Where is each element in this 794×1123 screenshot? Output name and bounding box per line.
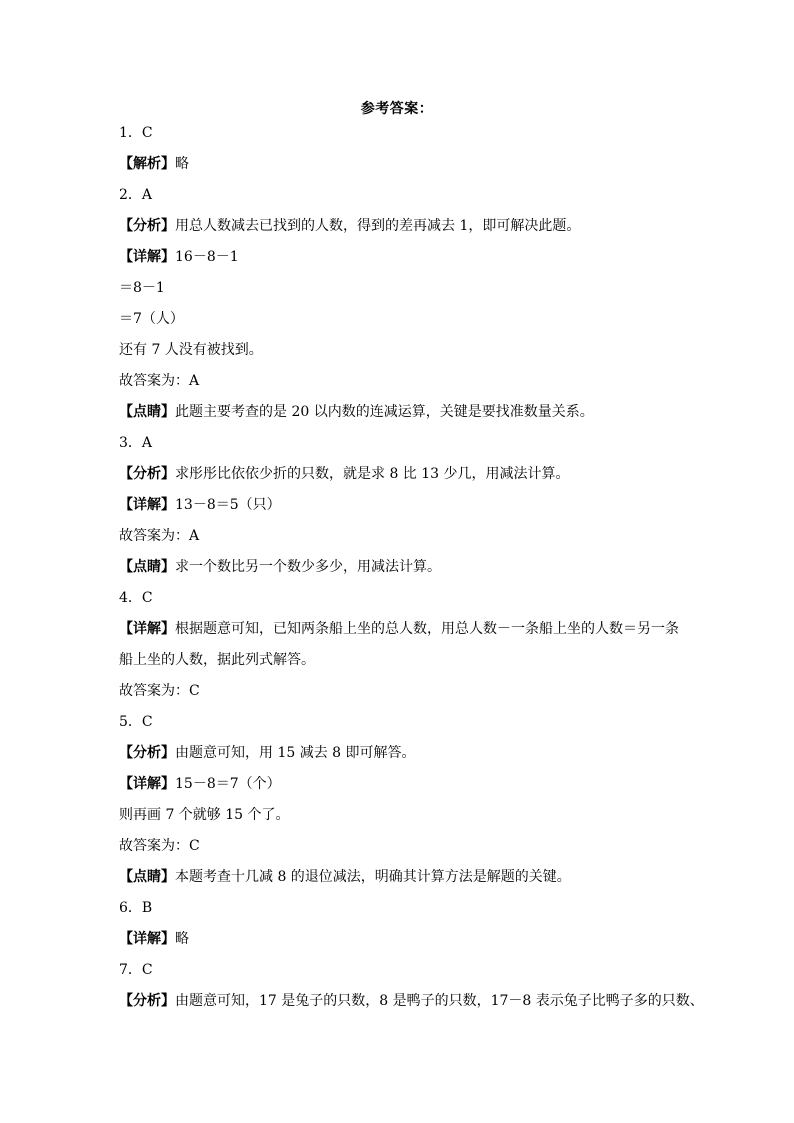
answer-line bbox=[119, 713, 153, 731]
line-text: 本题考查十几减 8 的退位减法，明确其计算方法是解题的关键。 bbox=[175, 869, 571, 885]
answer-line bbox=[119, 155, 189, 173]
line-text: 此题主要考查的是 20 以内数的连减运算，关键是要找准数量关系。 bbox=[175, 404, 594, 420]
line-text: 16－8－1 bbox=[175, 249, 239, 265]
page-title: 参考答案： bbox=[360, 101, 434, 117]
section-tag: 【详解】 bbox=[119, 931, 175, 947]
answer-line bbox=[119, 682, 200, 700]
line-text: ＝7（人） bbox=[119, 311, 184, 327]
answer-line bbox=[119, 651, 315, 669]
answer-line bbox=[119, 186, 152, 204]
section-tag: 【点睛】 bbox=[119, 869, 175, 885]
section-tag: 【分析】 bbox=[119, 993, 175, 1009]
line-text: 还有 7 人没有被找到。 bbox=[119, 342, 263, 358]
section-tag: 【详解】 bbox=[119, 621, 175, 637]
answer-line bbox=[119, 899, 152, 917]
section-tag: 【详解】 bbox=[119, 776, 175, 792]
answer-line bbox=[119, 248, 239, 266]
line-text: 5．C bbox=[119, 714, 153, 730]
answer-line bbox=[119, 992, 704, 1010]
line-text: 4．C bbox=[119, 590, 153, 606]
line-text: 故答案为：C bbox=[119, 838, 200, 854]
answer-line bbox=[119, 775, 281, 793]
answer-line bbox=[119, 434, 152, 452]
line-text: ＝8－1 bbox=[119, 280, 165, 296]
line-text: 2．A bbox=[119, 187, 153, 203]
line-text: 由题意可知，用 15 减去 8 即可解答。 bbox=[175, 745, 416, 761]
line-text: 故答案为：C bbox=[119, 683, 200, 699]
answer-line bbox=[119, 589, 153, 607]
section-tag: 【详解】 bbox=[119, 249, 175, 265]
line-text: 3．A bbox=[119, 435, 153, 451]
answer-line bbox=[119, 217, 580, 235]
answer-line bbox=[119, 868, 571, 886]
line-text: 求彤彤比依依少折的只数，就是求 8 比 13 少几，用减法计算。 bbox=[175, 466, 570, 482]
line-text: 1．C bbox=[119, 125, 153, 141]
answer-line bbox=[119, 403, 594, 421]
section-tag: 【解析】 bbox=[119, 156, 175, 172]
answer-line bbox=[119, 806, 290, 824]
answer-line bbox=[119, 744, 416, 762]
section-tag: 【分析】 bbox=[119, 218, 175, 234]
section-tag: 【分析】 bbox=[119, 745, 175, 761]
answer-line bbox=[119, 124, 153, 142]
line-text: 故答案为：A bbox=[119, 373, 200, 389]
line-text: 略 bbox=[175, 156, 189, 172]
answer-line bbox=[119, 558, 441, 576]
line-text: 略 bbox=[175, 931, 189, 947]
answer-line bbox=[119, 372, 199, 390]
line-text: 15－8＝7（个） bbox=[175, 776, 281, 792]
answer-line bbox=[119, 620, 679, 638]
section-tag: 【点睛】 bbox=[119, 404, 175, 420]
answer-line bbox=[119, 837, 200, 855]
line-text: 13－8＝5（只） bbox=[175, 497, 281, 513]
line-text: 故答案为：A bbox=[119, 528, 200, 544]
line-text: 则再画 7 个就够 15 个了。 bbox=[119, 807, 290, 823]
answer-line bbox=[119, 341, 263, 359]
section-tag: 【分析】 bbox=[119, 466, 175, 482]
line-text: 船上坐的人数，据此列式解答。 bbox=[119, 652, 315, 668]
line-text: 由题意可知，17 是兔子的只数，8 是鸭子的只数，17－8 表示兔子比鸭子多的只数、 bbox=[175, 993, 704, 1009]
answer-line bbox=[119, 279, 165, 297]
line-text: 7．C bbox=[119, 962, 153, 978]
section-tag: 【详解】 bbox=[119, 497, 175, 513]
answer-line bbox=[119, 527, 199, 545]
line-text: 求一个数比另一个数少多少，用减法计算。 bbox=[175, 559, 441, 575]
line-text: 6．B bbox=[119, 900, 153, 916]
answer-line bbox=[119, 310, 184, 328]
section-tag: 【点睛】 bbox=[119, 559, 175, 575]
line-text: 用总人数减去已找到的人数，得到的差再减去 1，即可解决此题。 bbox=[175, 218, 581, 234]
answer-line bbox=[119, 465, 570, 483]
line-text: 根据题意可知，已知两条船上坐的总人数，用总人数－一条船上坐的人数＝另一条 bbox=[175, 621, 679, 637]
answer-line bbox=[119, 930, 189, 948]
answer-line bbox=[119, 496, 281, 514]
answer-line bbox=[119, 961, 153, 979]
